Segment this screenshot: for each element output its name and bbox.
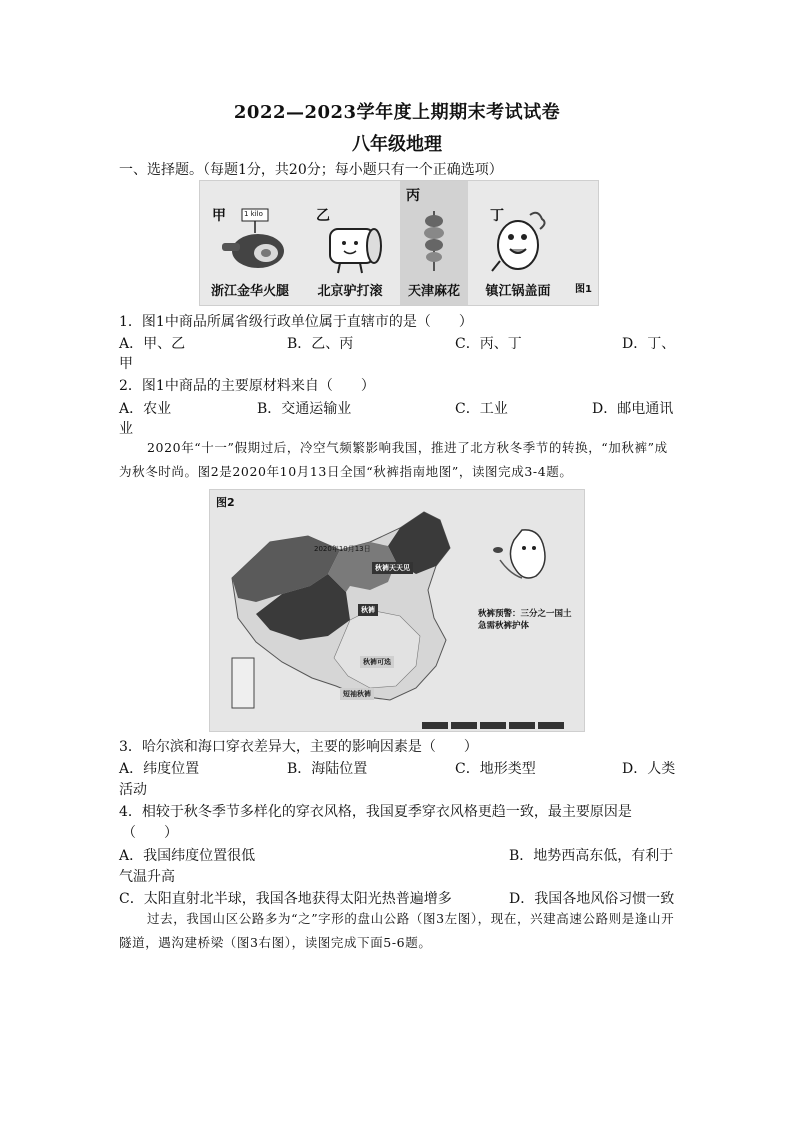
question-1-option-c: C．丙、丁 (455, 336, 522, 352)
page-subtitle: 八年级地理 (352, 134, 442, 155)
panel-caption: 浙江金华火腿 (210, 284, 289, 299)
question-2-stem: 2．图1中商品的主要原材料来自（ ） (119, 378, 375, 394)
map-tag: 秋裤天天见 (372, 562, 413, 574)
question-1-option-d: D．丁、 (622, 336, 676, 352)
cartoon-character-icon (492, 520, 572, 600)
question-3-option-c: C．地形类型 (455, 761, 536, 777)
question-1-option-a: A．甲、乙 (119, 336, 186, 352)
figure-1-panel-ding (468, 181, 568, 305)
question-3-option-d: D．人类 (622, 761, 676, 777)
question-4-option-d: D．我国各地风俗习惯一致 (509, 891, 675, 907)
question-3-option-a: A．纬度位置 (119, 761, 200, 777)
question-1-option-d-wrap: 甲 (119, 356, 133, 372)
panel-mark: 甲 (212, 208, 226, 224)
figure-1 (199, 180, 599, 306)
panel-mark: 丙 (406, 188, 420, 204)
map-warning: 秋裤预警：三分之一国土急需秋裤护体 (478, 609, 572, 631)
passage-1: 2020年“十一”假期过后，冷空气频繁影响我国，推进了北方秋冬季节的转换，“加秋裤”成为秋冬时尚。图2是2020年10月13日全国“秋裤指南地图”，读图完成3-4题。 (119, 440, 668, 479)
question-2-option-c: C．工业 (455, 401, 508, 417)
question-4-option-b: B．地势西高东低，有利于 (509, 848, 674, 864)
question-3-option-b: B．海陆位置 (287, 761, 368, 777)
map-date: 2020年10月13日 (314, 545, 371, 553)
question-3-stem: 3．哈尔滨和海口穿衣差异大，主要的影响因素是（ ） (119, 739, 478, 755)
question-4-stem: 4．相较于秋冬季节多样化的穿衣风格，我国夏季穿衣风格更趋一致，最主要原因是 (119, 804, 632, 820)
ham-sign-text: 1 kilo (244, 210, 263, 218)
figure-1-panel-yi (300, 181, 400, 305)
figure-2 (209, 489, 585, 732)
question-2-option-a: A．农业 (119, 401, 172, 417)
figure-2-label: 图2 (216, 496, 235, 509)
question-2-option-d: D．邮电通讯 (592, 401, 674, 417)
map-tag: 秋裤 (358, 604, 378, 616)
section-heading: 一、选择题。（每题1分，共20分；每小题只有一个正确选项） (119, 162, 503, 178)
passage-2: 过去，我国山区公路多为“之”字形的盘山公路（图3左图），现在，兴建高速公路则是逢山开隧道，遇沟建桥梁（图3右图），读图完成下面5-6题。 (119, 911, 675, 950)
question-3-option-d-wrap: 活动 (119, 782, 147, 798)
map-tag: 秋裤可选 (360, 656, 394, 668)
question-1-stem: 1．图1中商品所属省级行政单位属于直辖市的是（ ） (119, 314, 473, 330)
question-4-stem-wrap: （ ） (122, 825, 178, 841)
panel-caption: 天津麻花 (407, 284, 460, 299)
figure-1-panel-jia (200, 181, 300, 305)
panel-caption: 镇江锅盖面 (485, 284, 551, 299)
page-title: 2022—2023学年度上期期末考试试卷 (233, 102, 561, 123)
question-4-option-c: C．太阳直射北半球，我国各地获得太阳光热普遍增多 (119, 891, 452, 907)
figure-1-panel-bing (400, 181, 468, 305)
map-tag: 短袖秋裤 (340, 688, 374, 700)
question-1-option-b: B．乙、丙 (287, 336, 354, 352)
question-4-option-a: A．我国纬度位置很低 (119, 848, 256, 864)
panel-mark: 丁 (490, 208, 504, 224)
map-legend (422, 714, 577, 724)
question-2-option-d-wrap: 业 (119, 421, 133, 437)
question-4-option-b-wrap: 气温升高 (119, 869, 175, 885)
panel-caption: 北京驴打滚 (317, 284, 383, 299)
panel-mark: 乙 (316, 208, 330, 224)
question-2-option-b: B．交通运输业 (257, 401, 352, 417)
figure-1-label: 图1 (575, 284, 592, 295)
